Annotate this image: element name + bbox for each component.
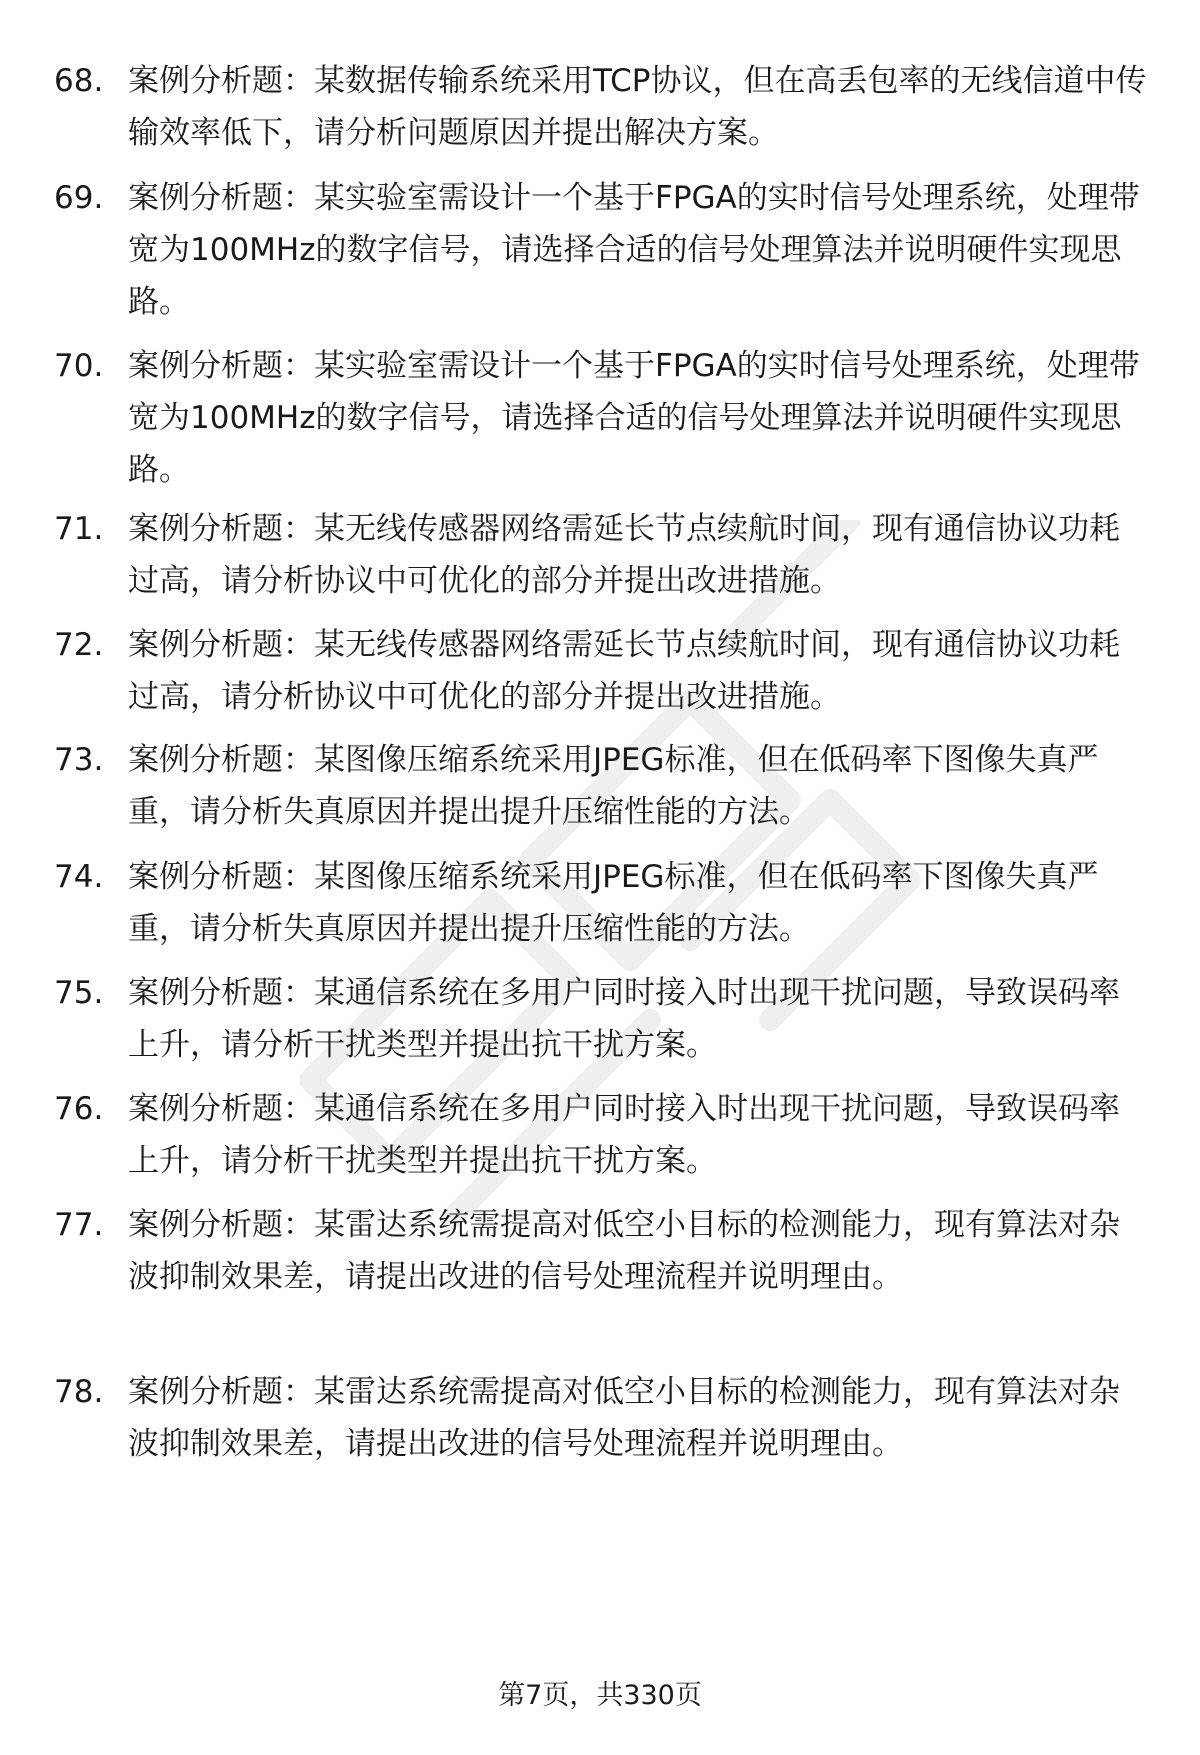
question-number: 68. (54, 63, 104, 99)
question-number: 77. (54, 1207, 104, 1243)
question-text: 案例分析题：某通信系统在多用户同时接入时出现干扰问题，导致误码率上升，请分析干扰类型并提出抗干扰方案。 (128, 975, 1120, 1063)
question-number: 72. (54, 627, 104, 663)
question-text: 案例分析题：某雷达系统需提高对低空小目标的检测能力，现有算法对杂波抑制效果差，请提出改进的信号处理流程并说明理由。 (128, 1374, 1120, 1462)
question-number: 75. (54, 975, 104, 1011)
question-number: 76. (54, 1091, 104, 1127)
question-text: 案例分析题：某数据传输系统采用TCP协议，但在高丢包率的无线信道中传输效率低下，请分析问题原因并提出解决方案。 (128, 63, 1147, 151)
question-number: 74. (54, 859, 104, 895)
question-text: 案例分析题：某实验室需设计一个基于FPGA的实时信号处理系统，处理带宽为100MHz的数字信号，请选择合适的信号处理算法并说明硬件实现思路。 (128, 180, 1140, 320)
page-footer: 第7页，共330页 (498, 1680, 702, 1711)
question-text: 案例分析题：某图像压缩系统采用JPEG标准，但在低码率下图像失真严重，请分析失真原因并提出提升压缩性能的方法。 (128, 859, 1099, 947)
question-number: 70. (54, 348, 104, 384)
question-number: 73. (54, 742, 104, 778)
question-number: 78. (54, 1374, 104, 1410)
question-text: 案例分析题：某雷达系统需提高对低空小目标的检测能力，现有算法对杂波抑制效果差，请提出改进的信号处理流程并说明理由。 (128, 1207, 1120, 1295)
question-text: 案例分析题：某通信系统在多用户同时接入时出现干扰问题，导致误码率上升，请分析干扰类型并提出抗干扰方案。 (128, 1091, 1120, 1179)
question-number: 69. (54, 180, 104, 216)
question-text: 案例分析题：某图像压缩系统采用JPEG标准，但在低码率下图像失真严重，请分析失真原因并提出提升压缩性能的方法。 (128, 742, 1099, 830)
question-number: 71. (54, 511, 104, 547)
question-text: 案例分析题：某无线传感器网络需延长节点续航时间，现有通信协议功耗过高，请分析协议中可优化的部分并提出改进措施。 (128, 627, 1120, 715)
question-text: 案例分析题：某实验室需设计一个基于FPGA的实时信号处理系统，处理带宽为100MHz的数字信号，请选择合适的信号处理算法并说明硬件实现思路。 (128, 348, 1140, 488)
question-text: 案例分析题：某无线传感器网络需延长节点续航时间，现有通信协议功耗过高，请分析协议中可优化的部分并提出改进措施。 (128, 511, 1120, 599)
